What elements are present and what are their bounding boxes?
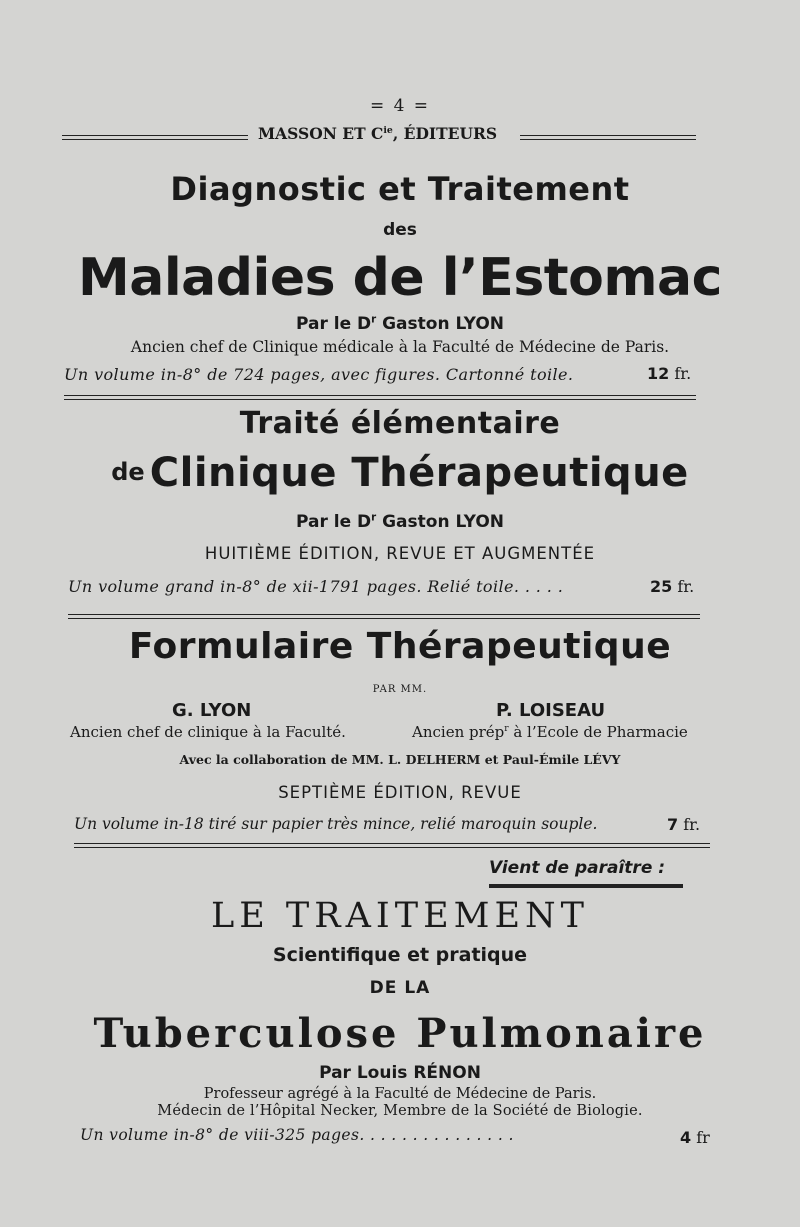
book3-collaboration: Avec la collaboration de MM. L. DELHERM et Paul-Émile LÉVY [179,752,621,767]
book1-title-line3: Maladies de l’Estomac [78,248,722,308]
book4-affiliation2: Médecin de l’Hôpital Necker, Membre de la Société de Biologie. [157,1103,643,1119]
book4-details: Un volume in-8° de viii-325 pages. . . . . . . . . . . . . . . [80,1126,514,1144]
book1-affiliation: Ancien chef de Clinique médicale à la Faculté de Médecine de Paris. [130,338,670,356]
book2-author: Par le $D^r$ Gaston LYON [295,512,505,532]
book3-author2-name: P. LOISEAU [496,700,606,721]
book3-title: Formulaire Thérapeutique [128,626,672,667]
book3-par-mm: PAR MM. [372,684,428,695]
book2-edition: HUITIÈME ÉDITION, REVUE ET AUGMENTÉE [204,544,596,563]
book3-author1-role: Ancien chef de clinique à la Faculté. [70,723,346,741]
divider-1 [64,395,696,400]
publisher-header: MASSON ET $C^{ie}$, ÉDITEURS [258,124,498,143]
new-release-banner: Vient de paraître : [489,858,666,878]
page-number: = 4 = [369,96,431,116]
book4-title-line2: Scientifique et pratique [272,944,528,966]
book3-edition: SEPTIÈME ÉDITION, REVUE [278,783,522,802]
book2-details: Un volume grand in-8° de xii-1791 pages. Relié toile. . . . . [68,577,564,596]
book1-price: 12 fr. [647,364,692,383]
book1-details: Un volume in-8° de 724 pages, avec figures. Cartonné toile. [64,365,574,384]
book3-author2-role: Ancien prép$^r$ à l’Ecole de Pharmacie [412,723,688,741]
book2-title-line2: de Clinique Thérapeutique [111,450,689,496]
book1-author: Par le $D^r$ Gaston LYON [295,314,505,334]
divider-3 [74,843,710,848]
book3-price: 7 fr. [667,815,701,834]
book1-title-line2: des [383,220,417,240]
book4-title-line3: DE LA [369,978,431,998]
book2-title-line1: Traité élémentaire [239,406,561,441]
book4-author: Par Louis RÉNON [319,1063,481,1083]
book4-title-line4: Tuberculose Pulmonaire [93,1010,707,1057]
book1-title-line1: Diagnostic et Traitement [170,170,630,208]
book4-title-line1: LE TRAITEMENT [211,896,589,936]
banner-underline [489,884,683,888]
divider-2 [68,614,700,619]
book2-price: 25 fr. [650,577,695,596]
book4-affiliation1: Professeur agrégé à la Faculté de Médecine de Paris. [203,1086,597,1102]
book3-author1-name: G. LYON [172,700,252,721]
header-rule-left [62,135,248,140]
book4-price: 4 fr [680,1128,710,1147]
book3-details: Un volume in-18 tiré sur papier très mince, relié maroquin souple. [74,815,598,833]
header-rule-right [520,135,696,140]
